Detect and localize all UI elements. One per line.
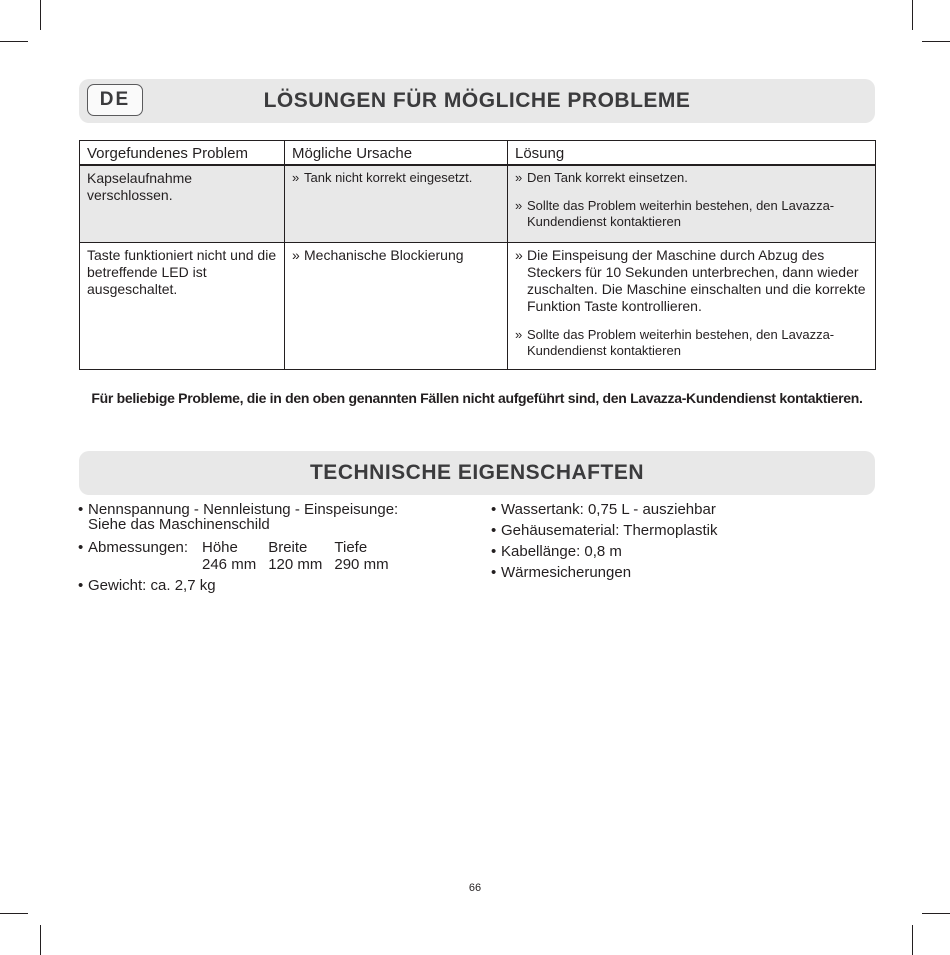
crop-mark	[922, 41, 950, 42]
crop-mark	[40, 0, 41, 30]
spec-water-tank: • Wassertank: 0,75 L - ausziehbar	[491, 501, 716, 518]
spec-cable-length: • Kabellänge: 0,8 m	[491, 543, 622, 560]
bullet-icon: •	[491, 543, 497, 560]
cause-cell: » Tank nicht korrekt eingesetzt.	[285, 165, 508, 243]
solution-cell: » Die Einspeisung der Maschine durch Abzug des Steckers für 10 Sekunden unterbrechen, dann wieder zuschalten. Die Maschine einschalten und die korrekte Funktion Taste kontrollieren. » Sollte das Problem weiterhin bestehen, den Lavazza-Kundendienst kontaktieren	[508, 243, 876, 370]
crop-mark	[0, 913, 28, 914]
column-header-problem: Vorgefundenes Problem	[80, 141, 285, 166]
column-header-cause: Mögliche Ursache	[285, 141, 508, 166]
crop-mark	[40, 925, 41, 955]
spec-weight: • Gewicht: ca. 2,7 kg	[78, 577, 216, 594]
bullet-icon: •	[491, 501, 497, 518]
crop-mark	[922, 913, 950, 914]
dimension-width: Breite 120 mm	[268, 539, 323, 573]
bullet-icon: •	[491, 564, 497, 581]
page-number: 66	[468, 882, 482, 894]
specs-right-column	[491, 501, 871, 585]
crop-mark	[912, 925, 913, 955]
problem-cell: Taste funktioniert nicht und die betreffende LED ist ausgeschaltet.	[80, 243, 285, 370]
specs-left-column	[78, 501, 478, 598]
arrow-icon: »	[515, 327, 523, 342]
bullet-icon: •	[78, 539, 84, 556]
section-title: TECHNISCHE EIGENSCHAFTEN	[309, 461, 645, 484]
column-header-solution: Lösung	[508, 141, 876, 166]
language-badge: DE	[87, 84, 143, 116]
table-row	[80, 165, 876, 243]
problem-cell: Kapselaufnahme verschlossen.	[80, 165, 285, 243]
arrow-icon: »	[292, 170, 300, 185]
troubleshooting-table	[79, 140, 876, 370]
table-row	[80, 243, 876, 370]
spec-voltage: • Nennspannung - Nennleistung - Einspeisunge: Siehe das Maschinenschild	[78, 501, 399, 533]
arrow-icon: »	[292, 247, 300, 263]
table-header-row	[80, 141, 876, 166]
dimension-depth: Tiefe 290 mm	[334, 539, 389, 573]
crop-mark	[0, 41, 28, 42]
spec-dimensions: • Abmessungen: Höhe 246 mm Breite 120 mm Tiefe 290 mm	[78, 539, 389, 573]
section-header-troubleshooting	[79, 79, 875, 123]
arrow-icon: »	[515, 247, 523, 263]
section-title: LÖSUNGEN FÜR MÖGLICHE PROBLEME	[263, 89, 691, 112]
section-header-specs	[79, 451, 875, 495]
bullet-icon: •	[78, 577, 84, 594]
spec-thermal-fuses: • Wärmesicherungen	[491, 564, 632, 581]
spec-housing-material: • Gehäusematerial: Thermoplastik	[491, 522, 718, 539]
dimension-height: Höhe 246 mm	[202, 539, 257, 573]
support-note: Für beliebige Probleme, die in den oben genannten Fällen nicht aufgeführt sind, den Lavazza-Kundendienst kontaktieren.	[91, 390, 863, 406]
bullet-icon: •	[78, 501, 84, 518]
arrow-icon: »	[515, 170, 523, 185]
solution-cell: » Den Tank korrekt einsetzen. » Sollte das Problem weiterhin bestehen, den Lavazza-Kundendienst kontaktieren	[508, 165, 876, 243]
arrow-icon: »	[515, 198, 523, 213]
cause-cell: » Mechanische Blockierung	[285, 243, 508, 370]
bullet-icon: •	[491, 522, 497, 539]
crop-mark	[912, 0, 913, 30]
